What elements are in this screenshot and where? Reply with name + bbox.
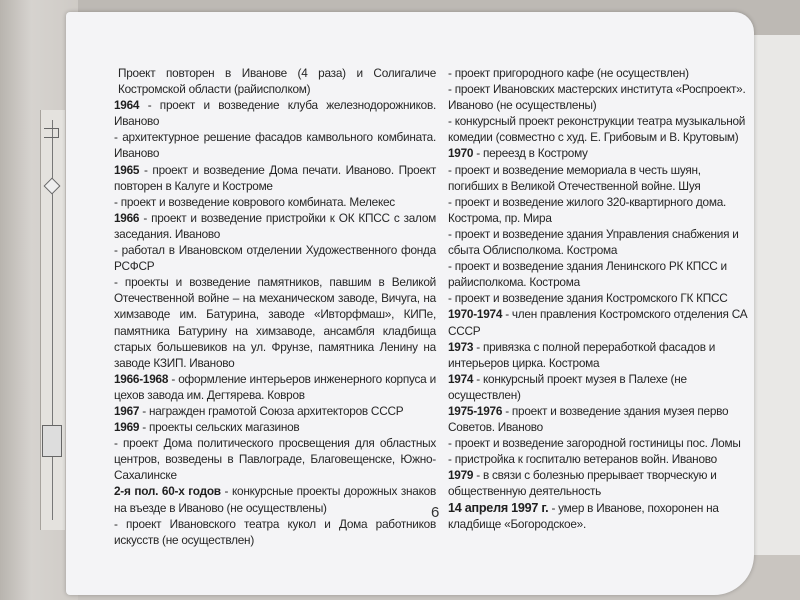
entry — [114, 516, 436, 548]
entry — [448, 194, 748, 226]
entry-text: - проект и возведение здания Костромского ГК КПСС — [448, 291, 728, 306]
entry-text: - в связи с болезнью прерывает творческую и общественную деятельность — [448, 468, 717, 499]
entry-year: 1969 — [114, 420, 140, 435]
entry-year: 1974 — [448, 371, 474, 386]
entry — [114, 435, 436, 483]
entry-year: 1979 — [448, 468, 474, 483]
page-number: 6 — [431, 504, 440, 521]
entry-text: - проект Дома политического просвещения для областных центров, возведены в Павлограде, Благовещенске, Южно-Сахалинске — [114, 436, 436, 483]
entry — [114, 210, 436, 242]
entry-year: 1970-1974 — [448, 307, 503, 322]
entry-text: - конкурсные проекты дорожных знаков на въезде в Иваново (не осуществлены) — [114, 484, 436, 515]
entry — [448, 306, 748, 338]
entry-text: - конкурсный проект реконструкции театра музыкальной комедии (совместно с худ. Е. Грибовым и В. Крутовым) — [448, 114, 746, 145]
entry — [448, 290, 748, 306]
entry-text: - проект пригородного кафе (не осуществлен) — [448, 66, 689, 80]
entry-text: - проект и возведение жилого 320-квартирного дома. Кострома, пр. Мира — [448, 194, 727, 225]
entry — [448, 467, 748, 499]
entry-text: - проект и возведение Дома печати. Иваново. Проект повторен в Калуге и Костроме — [114, 162, 436, 193]
entry-text: - работал в Ивановском отделении Художественного фонда РСФСР — [114, 243, 436, 274]
entry — [114, 419, 436, 435]
entry — [114, 371, 436, 403]
entry — [114, 274, 436, 371]
entry-year: 1967 — [114, 403, 140, 418]
entry-text: - награжден грамотой Союза архитекторов СССР — [139, 403, 404, 418]
entry-text: - проект и возведение мемориала в честь шуян, погибших в Великой Отечественной войне. Шуя — [448, 162, 701, 193]
entry — [448, 403, 748, 435]
entry-text: - оформление интерьеров инженерного корпуса и цехов завода им. Дегтярева. Ковров — [114, 371, 436, 402]
entry — [448, 339, 748, 371]
right-column — [448, 65, 748, 532]
entry-text: - проект и возведение коврового комбината. Мелекес — [114, 194, 395, 209]
entry-year: 2-я пол. 60-х годов — [114, 484, 221, 499]
spine-box-icon — [42, 425, 62, 457]
entry — [448, 226, 748, 258]
entry-text: - архитектурное решение фасадов камвольного комбината. Иваново — [114, 130, 436, 161]
entry — [448, 451, 748, 467]
entry-year: 1975-1976 — [448, 403, 503, 418]
entry — [114, 65, 436, 97]
entry — [448, 81, 748, 113]
entry-year: 1964 — [114, 98, 140, 113]
entry-text: - проект и возведение здания музея перво Советов. Иваново — [448, 403, 729, 435]
entry — [448, 435, 748, 451]
entry-text: - проект и возведение здания Управления снабжения и сбыта Облисполкома. Кострома — [448, 226, 739, 258]
entry — [448, 258, 748, 290]
entry-text: - пристройка к госпиталю ветеранов войн. Иваново — [448, 452, 717, 467]
entry-text: - проект и возведение клуба железнодорожников. Иваново — [114, 98, 436, 129]
entry-text: - проект Ивановского театра кукол и Дома работников искусств (не осуществлен) — [114, 516, 436, 547]
entry-text: - проект и возведение здания Ленинского РК КПСС и райисполкома. Кострома — [448, 259, 727, 290]
left-column — [114, 65, 436, 548]
entry-text: - проект и возведение пристройки к ОК КПСС с залом заседания. Иваново — [114, 210, 436, 241]
entry-year: 1965 — [114, 162, 140, 177]
entry — [448, 162, 748, 194]
entry — [114, 129, 436, 161]
entry-year: 1973 — [448, 339, 474, 354]
entry-text: - конкурсный проект музея в Палехе (не осуществлен) — [448, 371, 687, 402]
entry-year: 1966-1968 — [114, 371, 169, 386]
entry-text: - проекты и возведение памятников, павшим в Великой Отечественной войне – на механическом заводе, Вичуга, на химзаводе им. Батурина, заводе «Ивторфмаш», КИПе, памятника Батурину на химзаводе, ансамбля кладбища старых большевиков на ул. Фрунзе, памятника Ленину на заводе КЗИП. Иваново — [114, 275, 436, 370]
book-page — [66, 12, 754, 595]
entry — [448, 65, 748, 81]
spine-mark-icon — [44, 128, 59, 138]
entry — [448, 500, 748, 532]
entry — [114, 97, 436, 129]
entry-year: 1970 — [448, 146, 474, 161]
entry-text: - проект Ивановских мастерских института «Роспроект». Иваново (не осуществлены) — [448, 82, 746, 113]
entry — [114, 194, 436, 210]
entry-year: 14 апреля 1997 г. — [448, 500, 549, 515]
entry-text: - проект и возведение загородной гостиницы пос. Ломы — [448, 436, 741, 451]
entry — [448, 371, 748, 403]
entry-text: - умер в Иванове, похоронен на кладбище «Богородское». — [448, 500, 719, 531]
entry-year: 1966 — [114, 210, 140, 225]
entry — [114, 483, 436, 515]
entry — [114, 403, 436, 419]
entry — [448, 113, 748, 145]
entry-text: - проекты сельских магазинов — [139, 420, 300, 435]
entry — [114, 162, 436, 194]
entry-text: Проект повторен в Иванове (4 раза) и Солигаличе Костромской области (райисполком) — [118, 66, 436, 97]
entry-text: - переезд в Кострому — [473, 146, 588, 161]
entry-text: - привязка с полной переработкой фасадов и интерьеров цирка. Кострома — [448, 339, 716, 370]
entry-text: - член правления Костромского отделения СА СССР — [448, 307, 748, 338]
entry — [448, 145, 748, 161]
entry — [114, 242, 436, 274]
